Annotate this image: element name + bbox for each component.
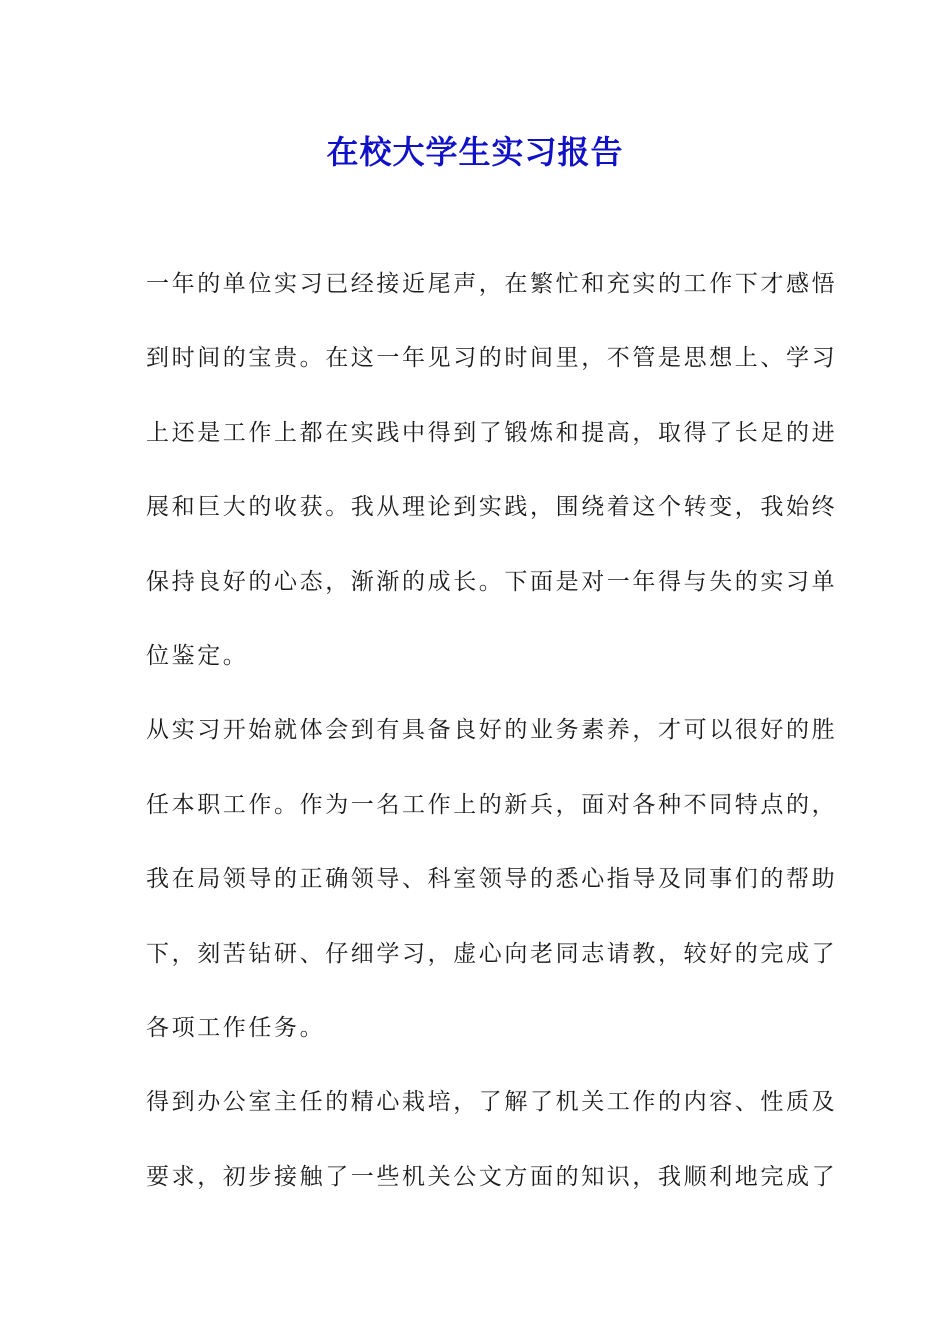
- text-line: 展和巨大的收获。我从理论到实践，围绕着这个转变，我始终: [146, 494, 838, 521]
- document-body: [146, 262, 838, 1229]
- text-line: 各项工作任务。: [146, 1014, 326, 1041]
- text-line: 位鉴定。: [146, 642, 249, 669]
- text-line: 下，刻苦钻研、仔细学习，虚心向老同志请教，较好的完成了: [146, 940, 838, 967]
- document-title: 在校大学生实习报告: [326, 133, 624, 171]
- text-line: 保持良好的心态，渐渐的成长。下面是对一年得与失的实习单: [146, 568, 838, 595]
- text-line: 从实习开始就体会到有具备良好的业务素养，才可以很好的胜: [146, 717, 838, 744]
- text-line: 得到办公室主任的精心栽培，了解了机关工作的内容、性质及: [146, 1089, 838, 1116]
- text-line: 要求，初步接触了一些机关公文方面的知识，我顺利地完成了: [146, 1163, 838, 1190]
- text-line: 一年的单位实习已经接近尾声，在繁忙和充实的工作下才感悟: [146, 271, 838, 297]
- text-line: 到时间的宝贵。在这一年见习的时间里，不管是思想上、学习: [146, 345, 838, 372]
- text-line: 上还是工作上都在实践中得到了锻炼和提高，取得了长足的进: [146, 419, 838, 446]
- text-line: 任本职工作。作为一名工作上的新兵，面对各种不同特点的，: [146, 791, 838, 818]
- text-line: 我在局领导的正确领导、科室领导的悉心指导及同事们的帮助: [146, 866, 838, 893]
